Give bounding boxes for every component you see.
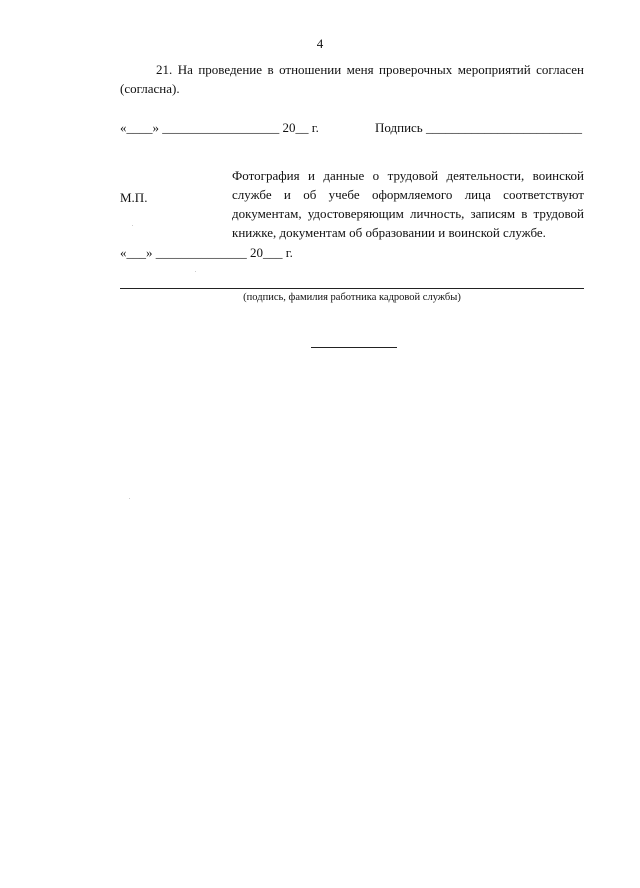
consent-date-line: «____» __________________ 20__ г. [120, 120, 319, 135]
end-of-document-rule [311, 347, 397, 348]
consent-clause: 21. На проведение в отношении меня проверочных мероприятий согласен (согласна). [120, 62, 584, 96]
hr-date-line: «___» ______________ 20___ г. [120, 245, 293, 260]
scan-speck [132, 225, 133, 226]
verification-statement: Фотография и данные о трудовой деятельности, воинской службе и об учебе оформляемого лица соответствуют документам, удостоверяющим личность, записям в трудовой книжке, документам об образовании и воинской службе. [232, 168, 584, 240]
stamp-place-label: М.П. [120, 190, 148, 205]
hr-signature-caption: (подпись, фамилия работника кадровой службы) [243, 292, 461, 303]
page-number: 4 [316, 36, 324, 51]
scan-speck [195, 271, 196, 272]
hr-signature-rule [120, 288, 584, 289]
scan-speck [129, 498, 130, 499]
consent-signature-line: Подпись ________________________ [375, 120, 582, 135]
